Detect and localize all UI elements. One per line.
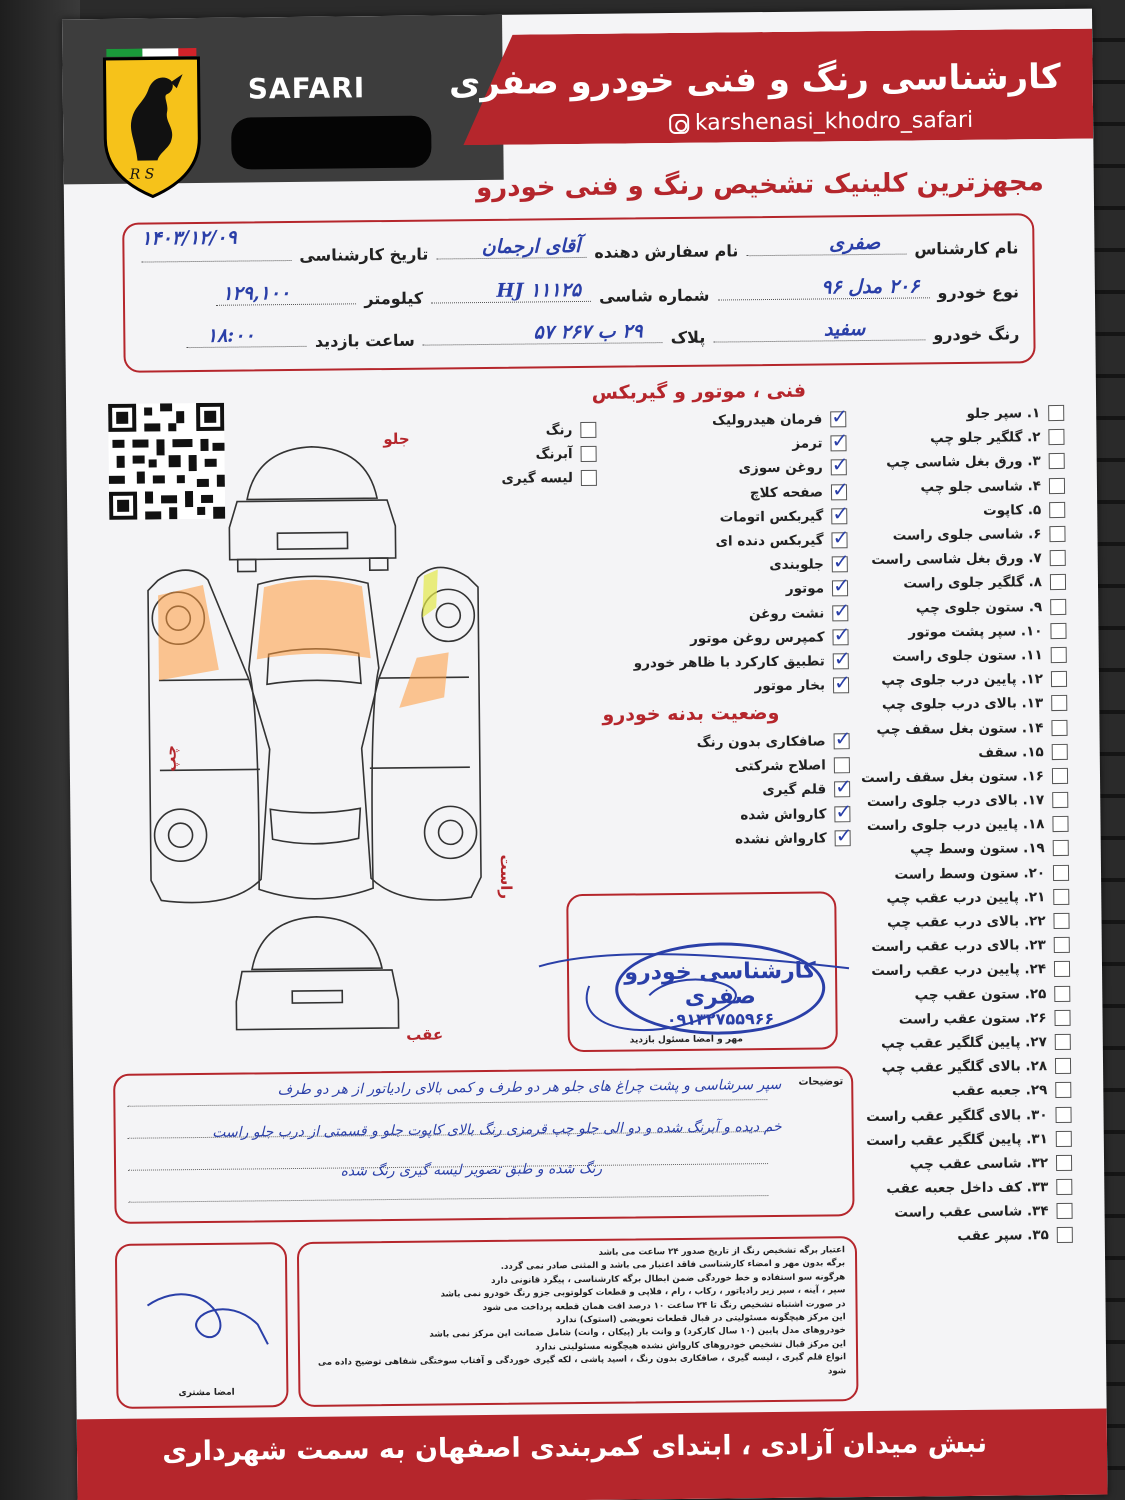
body-part-checkbox[interactable] (1053, 865, 1069, 881)
body-status-label: قلم گیری (762, 781, 827, 799)
car-type-value: ۲۰۶ مدل ۹۶ (821, 275, 920, 299)
terms-box (297, 1236, 859, 1407)
car-type-label: نوع خودرو (937, 282, 1020, 303)
body-status-checkbox[interactable] (834, 782, 850, 798)
body-part-item (861, 740, 1068, 766)
body-part-label: ۴. شاسی جلو چپ (920, 477, 1042, 496)
info-row-1 (141, 226, 1019, 266)
body-part-item (860, 643, 1067, 669)
body-part-checkbox[interactable] (1052, 792, 1068, 808)
body-status-checkbox[interactable] (835, 830, 851, 846)
client-field (436, 234, 586, 260)
body-part-item (862, 860, 1069, 886)
customer-signature-label: امضا مشتری (178, 1387, 235, 1399)
car-front-view (229, 446, 396, 572)
technical-label: جلوبندی (769, 556, 824, 574)
notes-text-1: سپر سرشاسی و پشت چراغ های جلو هر دو طرف و کمی بالای رادیاتور از هر دو طرف (277, 1076, 782, 1099)
body-part-checkbox[interactable] (1049, 502, 1065, 518)
terms-line: انواع قلم گیری ، لیسه گیری ، صافکاری بدون رنگ ، اسید پاشی ، لکه گیری خوردگی و آفتاب سوختگی شفاهی توضیح داده می شود (317, 1352, 847, 1377)
technical-checkbox[interactable] (832, 629, 848, 645)
body-part-checkbox[interactable] (1055, 1058, 1071, 1074)
car-rear-view (235, 916, 398, 1030)
notes-box (113, 1066, 855, 1224)
terms-line: این مرکز هیچگونه مسئولیتی در قبال قطعات تعویضی (استوک) ندارد (556, 1312, 846, 1326)
right-fender-putty-mark (422, 569, 439, 617)
date-field (141, 226, 291, 263)
body-part-item (858, 473, 1065, 499)
technical-checkbox[interactable] (832, 605, 848, 621)
technical-checkbox[interactable] (830, 435, 846, 451)
address-text: نبش میدان آزادی ، ابتدای کمربندی اصفهان به سمت شهرداری (162, 1427, 988, 1468)
km-field (216, 284, 356, 305)
body-status-item (697, 729, 850, 755)
car-damage-diagram (96, 407, 523, 1051)
technical-label: گیربکس اتومات (719, 508, 824, 526)
technical-checkbox[interactable] (833, 653, 849, 669)
technical-checkbox[interactable] (831, 508, 847, 524)
body-part-checkbox[interactable] (1056, 1179, 1072, 1195)
body-part-item (865, 1151, 1072, 1177)
technical-label: بخار موتور (754, 677, 826, 695)
body-part-checkbox[interactable] (1052, 768, 1068, 784)
client-label: نام سفارش دهنده (594, 241, 739, 262)
technical-item (633, 552, 848, 578)
body-part-item (860, 667, 1067, 693)
body-part-label: ۲۵. ستون عقب چپ (914, 985, 1047, 1004)
body-part-checkbox[interactable] (1049, 526, 1065, 542)
body-part-item (858, 498, 1065, 524)
body-status-item (697, 778, 850, 804)
body-part-label: ۳۰. بالای گلگیر عقب راست (866, 1106, 1048, 1125)
body-part-label: ۱۴. ستون بغل سقف چپ (876, 719, 1044, 738)
body-part-label: ۱۸. پایین درب جلوی راست (866, 816, 1045, 835)
body-part-checkbox[interactable] (1050, 623, 1066, 639)
body-status-title: وضعیت بدنه خودرو (602, 701, 780, 726)
technical-label: تطبیق کارکرد با ظاهر خودرو (633, 653, 825, 672)
body-part-item (862, 909, 1069, 935)
body-part-label: ۱۳. بالای درب جلوی چپ (881, 695, 1044, 714)
body-part-checkbox[interactable] (1049, 478, 1065, 494)
body-part-checkbox[interactable] (1052, 744, 1068, 760)
body-part-checkbox[interactable] (1049, 453, 1065, 469)
technical-label: کمپرس روغن موتور (689, 629, 825, 647)
body-status-item (697, 753, 850, 779)
body-part-checkbox[interactable] (1056, 1155, 1072, 1171)
legend-label: آبرنگ (535, 446, 573, 463)
body-part-checkbox[interactable] (1054, 937, 1070, 953)
vehicle-info-box (122, 213, 1036, 373)
body-part-label: ۲۹. جعبه عقب (951, 1082, 1048, 1100)
technical-label: گیربکس دنده ای (715, 532, 824, 550)
body-part-item (858, 522, 1065, 548)
body-part-checkbox[interactable] (1051, 671, 1067, 687)
body-part-checkbox[interactable] (1051, 647, 1067, 663)
chassis-label: شماره شاسی (599, 285, 710, 306)
body-part-checkbox[interactable] (1050, 599, 1066, 615)
technical-checkbox[interactable] (832, 556, 848, 572)
body-part-item (864, 1102, 1071, 1128)
client-value: آقای ارجمان (481, 234, 581, 259)
color-value: سفید (823, 317, 866, 341)
body-part-item (864, 1030, 1071, 1056)
body-part-label: ۵. کاپوت (983, 502, 1042, 519)
body-status-item (697, 802, 850, 828)
form-header (62, 9, 1094, 185)
body-part-label: ۱۹. ستون وسط چپ (910, 840, 1045, 859)
terms-line: خودروهای مدل پایین (۱۰ سال کارکرد) و وانت بار (پیکان ، وانت) شامل ضمانت این مرکز نمی باشد (429, 1325, 846, 1341)
customer-signature-icon (137, 1274, 278, 1355)
body-part-checkbox[interactable] (1053, 840, 1069, 856)
body-part-checkbox[interactable] (1048, 405, 1064, 421)
ferrari-shield-logo-icon (96, 48, 208, 199)
body-part-label: ۲. گلگیر جلو چپ (930, 429, 1041, 447)
info-row-2 (216, 277, 1019, 309)
technical-label: ترمز (792, 435, 823, 453)
notes-text-2: خم دیده و آبرنگ شده و دو الی جلو چپ قرمزی رنگ بالای کاپوت جلو و قسمتی از درب جلو راست (212, 1118, 782, 1141)
body-part-label: ۹. ستون جلوی چپ (915, 598, 1043, 617)
inspection-form (62, 9, 1108, 1500)
body-parts-list (857, 401, 1073, 1250)
body-part-checkbox[interactable] (1051, 695, 1067, 711)
redacted-area (231, 116, 432, 170)
body-part-label: ۲۶. ستون عقب راست (898, 1009, 1047, 1028)
body-status-checkbox[interactable] (834, 757, 850, 773)
car-right-view (360, 567, 481, 901)
body-part-checkbox[interactable] (1048, 429, 1064, 445)
body-part-checkbox[interactable] (1051, 719, 1067, 735)
instagram-handle (669, 108, 974, 136)
time-field (187, 324, 307, 348)
body-part-item (858, 449, 1065, 475)
body-part-item (860, 691, 1067, 717)
date-value: ۱۴۰۳/۱۲/۰۹ (141, 226, 237, 250)
body-part-label: ۳۵. سپر عقب (957, 1227, 1049, 1245)
terms-line: برگه بدون مهر و امضاء کارشناسی فاقد اعتبار می باشد و المثنی صادر نمی گردد. (500, 1258, 846, 1273)
technical-list (631, 407, 849, 699)
body-part-label: ۳. ورق بغل شاسی چپ (886, 453, 1041, 472)
logo-letters: R S (129, 166, 155, 183)
km-label: کیلومتر (364, 288, 424, 309)
instagram-text: karshenasi_khodro_safari (694, 107, 974, 136)
plate-field (423, 320, 663, 346)
body-status-label: کارواش نشده (734, 830, 827, 848)
technical-item (632, 480, 847, 506)
address-footer (77, 1409, 1108, 1500)
technical-item (633, 577, 848, 603)
color-label: رنگ خودرو (933, 324, 1020, 345)
technical-item (631, 407, 846, 433)
instagram-icon (669, 113, 689, 133)
body-part-checkbox[interactable] (1053, 889, 1069, 905)
technical-item (632, 456, 847, 482)
body-status-checkbox[interactable] (834, 733, 850, 749)
business-subtitle: مجهزترین کلینیک تشخیص رنگ و فنی خودرو (475, 167, 1044, 204)
body-part-checkbox[interactable] (1054, 961, 1070, 977)
body-part-checkbox[interactable] (1052, 816, 1068, 832)
body-status-list (697, 729, 851, 852)
body-part-checkbox[interactable] (1054, 1010, 1070, 1026)
expert-label: نام کارشناس (914, 238, 1019, 259)
technical-label: صفحه کلاچ (749, 484, 824, 501)
chassis-value: HJ ۱۱۱۲۵ (496, 278, 582, 302)
technical-item (634, 649, 849, 675)
body-part-checkbox[interactable] (1054, 985, 1070, 1001)
technical-item (632, 504, 847, 530)
time-label: ساعت بازدید (314, 330, 415, 351)
body-part-label: ۳۳. کف داخل جعبه عقب (886, 1179, 1049, 1197)
notes-label: توضیحات (798, 1076, 844, 1088)
body-status-label: کارواش شده (740, 806, 827, 823)
body-part-item (863, 1006, 1070, 1032)
technical-item (633, 625, 848, 651)
body-part-item (863, 981, 1070, 1007)
inspector-signature-icon (529, 923, 860, 1046)
color-field (713, 317, 925, 342)
body-part-checkbox[interactable] (1055, 1034, 1071, 1050)
date-label: تاریخ کارشناسی (299, 244, 429, 265)
stamp-line-1: کارشناسی خودرو صفری (624, 958, 816, 1010)
stamp-caption: مهر و امضا مسئول بازدید (629, 1034, 743, 1046)
body-part-checkbox[interactable] (1050, 550, 1066, 566)
body-part-item (861, 812, 1068, 838)
plate-value: ۲۹ ب ۲۶۷ ۵۷ (533, 320, 643, 344)
terms-line: این مرکز قبال تشخیص خودروهای کارواش نشده هیچگونه مسئولیتی ندارد (535, 1339, 846, 1353)
body-part-item (863, 933, 1070, 959)
body-part-label: ۱۵. سقف (978, 743, 1044, 761)
terms-line: اعتبار برگه تشخیص رنگ از تاریخ صدور ۲۴ ساعت می باشد (598, 1245, 846, 1258)
body-part-label: ۱۷. بالای درب جلوی راست (866, 792, 1045, 811)
body-part-label: ۱۶. ستون بغل سقف راست (860, 768, 1045, 786)
body-part-label: ۲۳. بالای درب عقب راست (871, 937, 1046, 956)
brand-name: SAFARI (247, 71, 366, 106)
body-part-label: ۲۴. پایین درب عقب راست (871, 961, 1047, 980)
left-fender-paint-mark (158, 585, 219, 681)
expert-value: صفری (829, 231, 881, 255)
body-part-label: ۳۴. شاسی عقب راست (894, 1203, 1049, 1222)
body-status-item (698, 826, 851, 852)
business-title: کارشناسی رنگ و فنی خودرو صفری (448, 56, 1061, 104)
technical-title: فنی ، موتور و گیربکس (591, 379, 807, 404)
body-part-item (865, 1199, 1072, 1225)
body-part-item (862, 836, 1069, 862)
body-part-label: ۱۰. سپر پشت موتور (908, 622, 1043, 641)
body-part-item (859, 594, 1066, 620)
expert-field (746, 231, 906, 257)
body-part-item (861, 764, 1068, 790)
body-part-item (859, 546, 1066, 572)
body-part-label: ۶. شاسی جلوی راست (892, 526, 1042, 544)
body-part-item (860, 715, 1067, 741)
legend-checkbox[interactable] (581, 470, 597, 486)
plate-label: پلاک (670, 327, 706, 348)
body-part-label: ۷. ورق بغل شاسی راست (871, 550, 1042, 569)
right-fender-paint-mark (399, 652, 450, 708)
chassis-field (431, 278, 591, 304)
body-part-item (864, 1054, 1071, 1080)
body-part-label: ۸. گلگیر جلوی راست (903, 574, 1043, 593)
body-part-item (861, 788, 1068, 814)
body-part-checkbox[interactable] (1055, 1106, 1071, 1122)
body-part-checkbox[interactable] (1057, 1227, 1073, 1243)
body-part-item (864, 1078, 1071, 1104)
notes-text-3: رنگ شده و طبق تصویر لیسه گیری رنگ شده (340, 1160, 603, 1180)
hood-paint-mark (256, 579, 371, 659)
legend-label: لیسه گیری (501, 470, 573, 488)
body-part-label: ۳۲. شاسی عقب چپ (909, 1155, 1049, 1173)
inspector-stamp-box (566, 891, 838, 1052)
technical-label: روغن سوزی (738, 459, 823, 477)
legend-checkbox[interactable] (580, 422, 596, 438)
body-part-label: ۲۱. پایین درب عقب چپ (886, 888, 1046, 907)
time-value: ۱۸:۰۰ (206, 324, 255, 347)
body-part-item (866, 1223, 1073, 1249)
technical-checkbox[interactable] (830, 411, 846, 427)
body-part-item (859, 570, 1066, 596)
body-part-label: ۱. سپر جلو (966, 405, 1041, 423)
body-part-label: ۲۸. بالای گلگیر عقب چپ (881, 1058, 1048, 1077)
body-part-item (857, 425, 1064, 451)
body-part-checkbox[interactable] (1050, 574, 1066, 590)
body-status-label: صافکاری بدون رنگ (696, 733, 826, 751)
body-part-label: ۳۱. پایین گلگیر عقب راست (866, 1130, 1048, 1149)
technical-checkbox[interactable] (831, 532, 847, 548)
body-part-checkbox[interactable] (1056, 1131, 1072, 1147)
technical-checkbox[interactable] (831, 484, 847, 500)
body-part-label: ۲۰. ستون وسط راست (894, 864, 1046, 883)
car-type-field (717, 275, 929, 300)
diagram-right-label: راست (496, 854, 516, 900)
body-part-checkbox[interactable] (1055, 1082, 1071, 1098)
technical-item (631, 431, 846, 457)
terms-line: در صورت اشتباه تشخیص رنگ تا ۲۴ ساعت ۱۰ درصد افت همان قطعه پرداخت می شود (482, 1298, 846, 1313)
legend-label: رنگ (545, 422, 573, 439)
body-part-item (863, 957, 1070, 983)
body-status-label: اصلاح شرکتی (734, 757, 826, 775)
body-part-item (859, 619, 1066, 645)
terms-list (305, 1244, 846, 1384)
body-part-label: ۲۲. بالای درب عقب چپ (886, 913, 1046, 931)
technical-item (633, 601, 848, 627)
technical-checkbox[interactable] (831, 460, 847, 476)
info-row-3 (187, 319, 1020, 352)
technical-checkbox[interactable] (833, 677, 849, 693)
km-value: ۱۲۹,۱۰۰ (222, 282, 291, 305)
body-part-item (865, 1127, 1072, 1153)
body-part-checkbox[interactable] (1053, 913, 1069, 929)
body-part-item (857, 401, 1064, 427)
technical-item (632, 528, 847, 554)
terms-line: هرگونه سو استفاده و خط خوردگی ضمن ابطال برگه کارشناسی ، پیگرد قانونی دارد (491, 1272, 846, 1286)
body-part-item (865, 1175, 1072, 1201)
diagram-rear-label: عقب (406, 1025, 444, 1044)
body-part-label: ۱۱. ستون جلوی راست (892, 647, 1043, 665)
body-part-checkbox[interactable] (1056, 1203, 1072, 1219)
diagram-left-label: چپ (161, 744, 180, 772)
diagram-front-label: جلو (383, 429, 410, 449)
customer-signature-box (115, 1242, 289, 1409)
body-part-item (862, 885, 1069, 911)
technical-label: موتور (785, 580, 825, 598)
body-part-label: ۱۲. پایین درب جلوی چپ (881, 671, 1044, 690)
stamp-line-2: ۰۹۱۳۲۷۵۵۹۶۶ (666, 1008, 775, 1030)
technical-item (634, 673, 849, 699)
technical-label: فرمان هیدرولیک (712, 411, 823, 429)
technical-checkbox[interactable] (832, 581, 848, 597)
technical-label: نشت روغن (748, 605, 825, 622)
body-status-checkbox[interactable] (834, 806, 850, 822)
terms-line: سپر ، آینه ، سپر زیر رادیاتور ، رکاب ، رام ، فلاپی و قطعات کولوتوبی جزو رنگ خودرو نمی باشد (440, 1285, 846, 1300)
legend-checkbox[interactable] (581, 446, 597, 462)
body-part-label: ۲۷. پایین گلگیر عقب چپ (881, 1034, 1047, 1052)
